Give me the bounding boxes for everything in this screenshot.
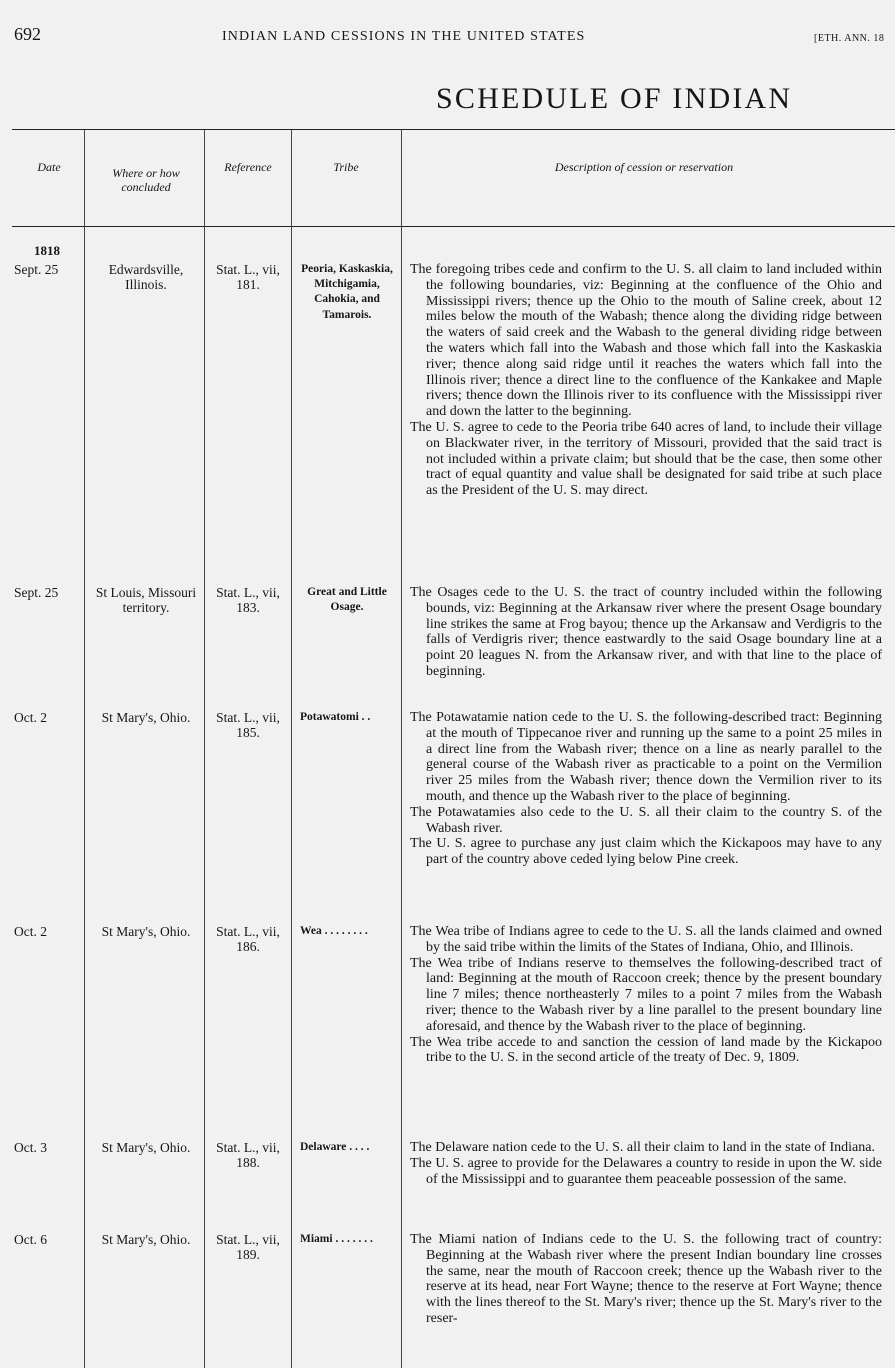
- entry-date: Oct. 6: [14, 1232, 47, 1247]
- entry-reference: Stat. L., vii, 189.: [216, 1232, 280, 1263]
- entry-tribe: Miami . . . . . . .: [300, 1233, 373, 1245]
- entry-where: Edwardsville, Illinois.: [108, 262, 184, 293]
- entry-where: St Mary's, Ohio.: [101, 924, 191, 939]
- entry-where: St Mary's, Ohio.: [101, 710, 191, 725]
- column-divider: [204, 130, 205, 1368]
- column-header-where: Where or how concluded: [112, 166, 180, 194]
- description-paragraph: The Wea tribe of Indians agree to cede to the U. S. all the lands claimed and owned by the said tribe within the limits of the States of Indiana, Ohio, and Illinois.: [410, 924, 882, 955]
- description-paragraph: The foregoing tribes cede and confirm to the U. S. all claim to land included within the following boundaries, viz: Beginning at the confluence of the Ohio and Mississippi rivers; thence up the Ohio to the mouth of Saline creek, about 12 miles below the mouth of the Wabash; thence along the dividing ridge between the waters of said creek and the Wabash to the general dividing ridge between the waters which fall into the Wabash and those which fall into the Kaskaskia river; thence along said ridge until it reaches the waters which fall into the Illinois river; thence a direct line to the confluence of the Kankakee and Maple rivers; thence down the Illinois river to its confluence with the Mississippi river and down the latter to the beginning.: [410, 262, 882, 420]
- entry-where: St Mary's, Ohio.: [101, 1140, 191, 1155]
- year-label: 1818: [34, 243, 60, 258]
- entry-date: Oct. 2: [14, 924, 47, 939]
- description-paragraph: The Wea tribe accede to and sanction the cession of land made by the Kickapoo tribe to the U. S. in the second article of the treaty of Dec. 9, 1809.: [410, 1034, 882, 1066]
- running-right: [ETH. ANN. 18: [814, 33, 885, 44]
- page-number: 692: [14, 24, 41, 44]
- column-divider: [291, 130, 292, 1368]
- entry-tribe: Great and Little Osage.: [307, 586, 387, 614]
- entry-description: [410, 1140, 882, 1187]
- entry-tribe: Wea . . . . . . . .: [300, 925, 368, 937]
- entry-description: [410, 924, 882, 1066]
- entry-reference: Stat. L., vii, 185.: [216, 710, 280, 741]
- column-divider: [401, 130, 402, 1368]
- description-paragraph: The Miami nation of Indians cede to the U. S. the following tract of country: Beginning at the Wabash river where the present Indian boundary line crosses the same, near the mouth of Raccoon creek; thence up the Wabash river to the reserve at its head, near Fort Wayne; thence to the reserve at Fort Wayne; thence with the lines thereof to the St. Mary's river; thence up the St. Mary's river to the reser-: [410, 1232, 882, 1326]
- description-paragraph: The U. S. agree to cede to the Peoria tribe 640 acres of land, to include their village on Blackwater river, in the territory of Missouri, provided that the said tract is not included within a private claim; but should that be the case, then some other tract of equal quantity and value shall be designated for said tribe at such place as the President of the U. S. may direct.: [410, 419, 882, 499]
- entry-reference: Stat. L., vii, 181.: [216, 262, 280, 293]
- entry-description: [410, 710, 882, 868]
- entry-tribe: Potawatomi . .: [300, 711, 371, 723]
- entry-tribe: Delaware . . . .: [300, 1141, 370, 1153]
- entry-where: St Louis, Missouri territory.: [95, 585, 197, 616]
- description-paragraph: The U. S. agree to provide for the Delawares a country to reside in upon the W. side of the Mississippi and to guarantee them peaceable possession of the same.: [410, 1155, 882, 1187]
- column-header-reference: Reference: [224, 160, 272, 174]
- column-header-date: Date: [37, 160, 61, 174]
- entry-reference: Stat. L., vii, 183.: [216, 585, 280, 616]
- description-paragraph: The U. S. agree to purchase any just claim which the Kickapoos may have to any part of the country above ceded lying below Pine creek.: [410, 836, 882, 868]
- entry-date: Sept. 25: [14, 262, 59, 277]
- entry-description: [410, 585, 882, 680]
- column-header-description: Description of cession or reservation: [554, 160, 734, 174]
- entry-date: Oct. 3: [14, 1140, 47, 1155]
- description-paragraph: The Delaware nation cede to the U. S. all their claim to land in the state of Indiana.: [410, 1140, 875, 1155]
- entry-tribe: Peoria, Kaskaskia, Mitchigamia, Cahokia, and Tamarois.: [301, 263, 393, 321]
- running-title: INDIAN LAND CESSIONS IN THE UNITED STATES: [222, 29, 586, 44]
- schedule-title: SCHEDULE OF INDIAN: [436, 82, 793, 115]
- description-paragraph: The Osages cede to the U. S. the tract of country included within the following bounds, viz: Beginning at the Arkansaw river where the present Osage boundary line strikes the same at Frog bayou; thence up the Arkansaw and Verdigris to the falls of Verdigris river; thence eastwardly to the said Osage boundary line at a point 20 leagues N. from the Arkansaw river, and with that line to the place of beginning.: [410, 585, 882, 679]
- description-paragraph: The Potawatamie nation cede to the U. S. the following-described tract: Beginning at the mouth of Tippecanoe river and running up the same to a point 25 miles in a direct line from the Wabash river; thence on a line as nearly parallel to the general course of the Wabash river as practicable to a point on the Vermilion river 25 miles from the Wabash river; thence down the Vermilion river to its mouth, and thence up the Wabash river to the place of beginning.: [410, 710, 882, 804]
- description-paragraph: The Potawatamies also cede to the U. S. all their claim to the country S. of the Wabash river.: [410, 804, 882, 836]
- header-bottom-rule: [12, 226, 895, 227]
- entry-reference: Stat. L., vii, 188.: [216, 1140, 280, 1171]
- column-divider: [84, 130, 85, 1368]
- entry-date: Sept. 25: [14, 585, 59, 600]
- entry-where: St Mary's, Ohio.: [101, 1232, 191, 1247]
- table-top-rule: [12, 129, 895, 130]
- column-header-tribe: Tribe: [333, 160, 359, 174]
- entry-reference: Stat. L., vii, 186.: [216, 924, 280, 955]
- entry-date: Oct. 2: [14, 710, 47, 725]
- description-paragraph: The Wea tribe of Indians reserve to themselves the following-described tract of land: Beginning at the mouth of Raccoon creek; thence by the present boundary line 7 miles; thence northeasterly 7 miles to a point 7 miles from the Wabash river; thence to the Wabash river by a line parallel to the present boundary line aforesaid, and thence by the Wabash river to the place of beginning.: [410, 955, 882, 1034]
- entry-description: [410, 1232, 882, 1327]
- entry-description: [410, 262, 882, 499]
